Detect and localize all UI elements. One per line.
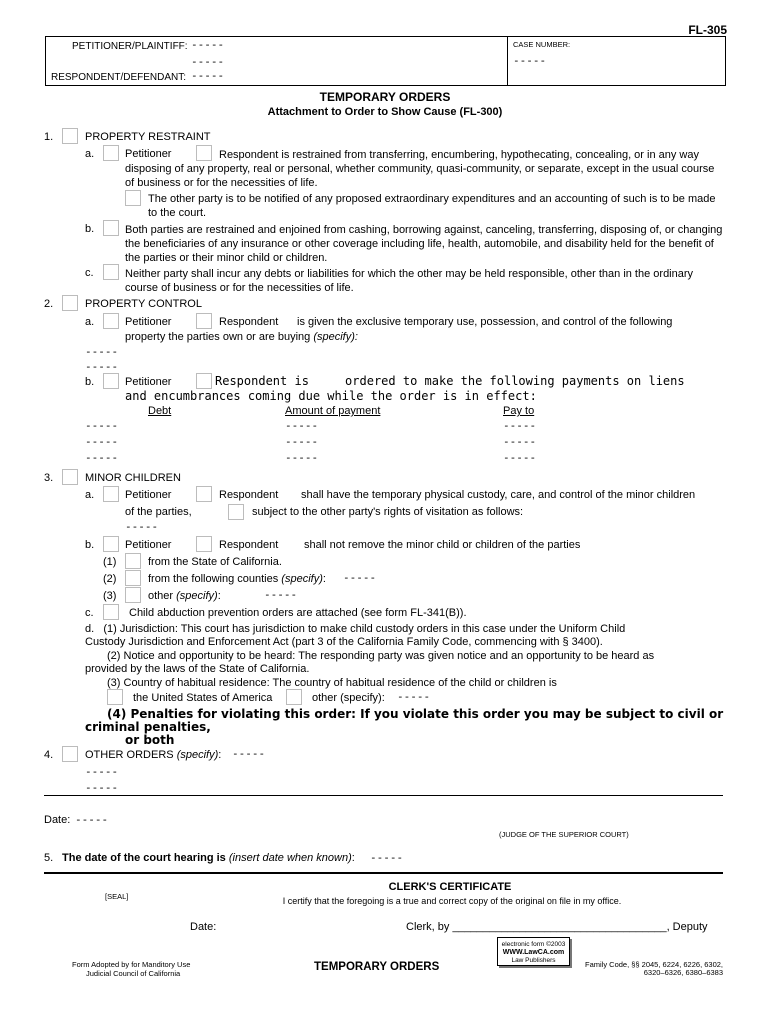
col-header-pay-to: Pay to (503, 405, 535, 417)
footer-codes-2: 6320–6326, 6380–6383 (643, 968, 723, 977)
s3d-penalties-line-3: or both (125, 733, 175, 747)
case-number-field[interactable]: ----- (513, 54, 547, 67)
s2a-letter: a. (85, 316, 95, 328)
s3d-penalties-line-1: (4) Penalties for violating this order: If you violate this order you may be subject to civil or (107, 707, 724, 721)
s2b-text-2: and encumbrances coming due while the order is in effect: (125, 389, 537, 403)
s3b2-counties-field[interactable]: ----- (343, 571, 377, 584)
judge-label: (JUDGE OF THE SUPERIOR COURT) (499, 830, 629, 839)
section-4-checkbox[interactable] (62, 746, 78, 762)
s3d-line-5: (3) Country of habitual residence: The country of habitual residence of the child or children is (107, 677, 557, 689)
s3d-penalties-line-2: criminal penalties, (85, 720, 211, 734)
s3b2-number: (2) (103, 573, 117, 585)
s1a-letter: a. (85, 148, 95, 160)
s2a-petitioner-checkbox[interactable] (103, 313, 119, 329)
clerk-heading: CLERK'S CERTIFICATE (388, 881, 512, 893)
s3b-petitioner-label: Petitioner (125, 539, 172, 551)
payment-row-2-pay-to[interactable]: ----- (503, 435, 537, 448)
s3a-text-3: subject to the other party's rights of visitation as follows: (252, 506, 524, 518)
s1b-checkbox[interactable] (103, 220, 119, 236)
section-1-number: 1. (44, 131, 54, 143)
s1c-text: Neither party shall incur any debts or liabilities for which the other may be held responsible, other than in the ordinary course of business or for the necessities of life. (125, 268, 694, 294)
s2b-text-1: Respondent is ordered to make the following payments on liens (215, 374, 685, 388)
respondent-field[interactable]: ----- (191, 69, 225, 82)
s2a-petitioner-label: Petitioner (125, 316, 172, 328)
s3b-respondent-label: Respondent (219, 539, 279, 551)
s3b3-colon: : (217, 590, 221, 602)
form-id: FL-305 (688, 23, 727, 37)
other-orders-field-1[interactable]: ----- (232, 747, 266, 760)
s2a-specify: (specify): (313, 331, 358, 343)
s1a-notify-text: The other party is to be notified of any proposed extraordinary expenditures and an accounting of such is to be made to the court. (148, 193, 716, 219)
s3d-line-1: d. (1) Jurisdiction: This court has jurisdiction to make child custody orders in this case under the Uniform Child (85, 623, 626, 635)
section-1-heading: PROPERTY RESTRAINT (85, 131, 211, 143)
s1c-letter: c. (85, 267, 94, 279)
section-5-number: 5. (44, 852, 54, 864)
page-subtitle: Attachment to Order to Show Cause (FL-300) (267, 106, 503, 118)
other-orders-field-3[interactable]: ----- (85, 781, 119, 794)
s3d-line-3: (2) Notice and opportunity to be heard: The responding party was given notice and an opportunity to be heard as (107, 650, 655, 662)
clerk-date-label: Date: (190, 921, 217, 933)
section-3-checkbox[interactable] (62, 469, 78, 485)
payment-row-1-pay-to[interactable]: ----- (503, 419, 537, 432)
s3c-text: Child abduction prevention orders are attached (see form FL-341(B)). (129, 607, 467, 619)
divider-1 (44, 795, 723, 796)
s3b-text: shall not remove the minor child or children of the parties (304, 539, 581, 551)
petitioner-label: PETITIONER/PLAINTIFF: (72, 41, 188, 52)
section-5-text-main: The date of the court hearing is (62, 852, 226, 864)
payment-row-1-amount[interactable]: ----- (285, 419, 319, 432)
section-2-heading: PROPERTY CONTROL (85, 298, 202, 310)
section-4-heading-text: OTHER ORDERS (85, 749, 174, 761)
s3b2-specify: (specify) (281, 573, 323, 585)
s3b3-text (148, 590, 221, 602)
s1b-letter: b. (85, 223, 95, 235)
s1a-petitioner-checkbox[interactable] (103, 145, 119, 161)
respondent-label: RESPONDENT/DEFENDANT: (51, 72, 187, 83)
payment-row-3-debt[interactable]: ----- (85, 451, 119, 464)
s3d-usa-label: the United States of America (133, 692, 273, 704)
s3b2-text-main: from the following counties (148, 573, 279, 585)
s3c-letter: c. (85, 607, 94, 619)
col-header-debt: Debt (148, 405, 172, 417)
page-title: TEMPORARY ORDERS (319, 90, 451, 104)
s1c-checkbox[interactable] (103, 264, 119, 280)
s1b-text: Both parties are restrained and enjoined from cashing, borrowing against, canceling, transferring, disposing of, or changing the beneficiaries of any insurance or other coverage including life, health, automobile, and disability held for the benefit of the parties or their minor child or children. (125, 224, 723, 264)
s3b-letter: b. (85, 539, 95, 551)
hearing-date-field[interactable]: ----- (370, 851, 404, 864)
s3b2-checkbox[interactable] (125, 570, 141, 586)
s3b2-colon: : (322, 573, 326, 585)
clerk-certify-text: I certify that the foregoing is a true and correct copy of the original on file in my office. (282, 896, 622, 906)
s2a-respondent-checkbox[interactable] (196, 313, 212, 329)
section-5-insert: (insert date when known) (228, 852, 352, 864)
payment-row-2-debt[interactable]: ----- (85, 435, 119, 448)
s3a-petitioner-label: Petitioner (125, 489, 172, 501)
s3a-text-1: shall have the temporary physical custody, care, and control of the minor children (301, 489, 696, 501)
s3a-text-2: of the parties, (125, 506, 192, 518)
section-3-heading: MINOR CHILDREN (85, 472, 181, 484)
s3d-line-2: Custody Jurisdiction and Enforcement Act (part 3 of the California Family Code, commencing with § 3400). (85, 636, 603, 648)
s1a-petitioner-label: Petitioner (125, 148, 172, 160)
lawca-line-1: electronic form ©2003 (501, 941, 566, 948)
s2a-property-field-2[interactable]: ----- (85, 360, 119, 373)
s2a-property-field-1[interactable]: ----- (85, 345, 119, 358)
section-2-checkbox[interactable] (62, 295, 78, 311)
s2b-petitioner-label: Petitioner (125, 376, 172, 388)
petitioner-field[interactable]: ----- (191, 38, 225, 51)
lawca-line-2: WWW.LawCA.com (502, 949, 565, 956)
s3d-other-field[interactable]: ----- (397, 690, 431, 703)
date-field[interactable]: ----- (75, 813, 109, 826)
s3b3-text-main: other (148, 590, 174, 602)
section-5-text (62, 852, 355, 864)
s1a-text: Respondent is restrained from transferring, encumbering, hypothecating, concealing, or in any way disposing of any property, real or personal, whether community, quasi-community, or separate, except in the usual course of business or for the necessities of life. (125, 149, 715, 189)
footer-title: TEMPORARY ORDERS (314, 961, 440, 973)
s2a-respondent-label: Respondent (219, 316, 279, 328)
s3a-respondent-label: Respondent (219, 489, 279, 501)
s1a-notify-checkbox[interactable] (125, 190, 141, 206)
payment-row-3-pay-to[interactable]: ----- (503, 451, 537, 464)
s3a-visitation-field[interactable]: ----- (125, 520, 159, 533)
section-4-heading (85, 749, 221, 761)
s3b-respondent-checkbox[interactable] (196, 536, 212, 552)
divider-2 (44, 872, 723, 874)
s3b1-checkbox[interactable] (125, 553, 141, 569)
clerk-by-line: Clerk, by ___________________________________, Deputy (406, 921, 708, 933)
section-4-specify: (specify) (176, 749, 219, 761)
s3a-respondent-checkbox[interactable] (196, 486, 212, 502)
seal-label: [SEAL] (105, 892, 129, 901)
section-2-number: 2. (44, 298, 54, 310)
s3b2-text (148, 573, 326, 585)
lawca-badge[interactable] (497, 937, 570, 966)
s3a-petitioner-checkbox[interactable] (103, 486, 119, 502)
s2a-text-2-main: property the parties own or are buying (125, 331, 311, 343)
s3b1-number: (1) (103, 556, 117, 568)
payment-row-1-debt[interactable]: ----- (85, 419, 119, 432)
lawca-line-3: Law Publishers (511, 957, 556, 964)
s3d-other-checkbox[interactable] (286, 689, 302, 705)
s2b-petitioner-checkbox[interactable] (103, 373, 119, 389)
s3b3-other-field[interactable]: ----- (264, 588, 298, 601)
section-1-checkbox[interactable] (62, 128, 78, 144)
s3b3-checkbox[interactable] (125, 587, 141, 603)
col-header-amount: Amount of payment (285, 405, 381, 417)
s2a-text-1: is given the exclusive temporary use, possession, and control of the following (297, 316, 673, 328)
s3b-petitioner-checkbox[interactable] (103, 536, 119, 552)
s3a-visitation-checkbox[interactable] (228, 504, 244, 520)
section-3-number: 3. (44, 472, 54, 484)
payment-row-2-amount[interactable]: ----- (285, 435, 319, 448)
s3b3-specify: (specify) (176, 590, 218, 602)
s2a-text-2 (125, 331, 358, 343)
footer-adopted-1: Form Adopted by for Manditory Use (72, 960, 191, 969)
section-5-colon: : (351, 852, 355, 864)
section-4-colon: : (218, 749, 222, 761)
date-label: Date: (44, 814, 71, 826)
other-orders-field-2[interactable]: ----- (85, 765, 119, 778)
s3a-letter: a. (85, 489, 95, 501)
s2b-letter: b. (85, 376, 95, 388)
footer-adopted-2: Judicial Council of California (86, 969, 181, 978)
s3b1-text: from the State of California. (148, 556, 282, 568)
payment-row-3-amount[interactable]: ----- (285, 451, 319, 464)
s2b-respondent-checkbox[interactable] (196, 373, 212, 389)
s3d-usa-checkbox[interactable] (107, 689, 123, 705)
footer-codes-1: Family Code, §§ 2045, 6224, 6226, 6302, (584, 960, 723, 969)
s3d-line-4: provided by the laws of the State of California. (85, 663, 310, 675)
petitioner-field-2[interactable]: ----- (191, 55, 225, 68)
s3c-checkbox[interactable] (103, 604, 119, 620)
s3b3-number: (3) (103, 590, 117, 602)
s3d-other-label: other (specify): (312, 692, 385, 704)
section-4-number: 4. (44, 749, 54, 761)
case-number-label: CASE NUMBER: (513, 40, 571, 49)
